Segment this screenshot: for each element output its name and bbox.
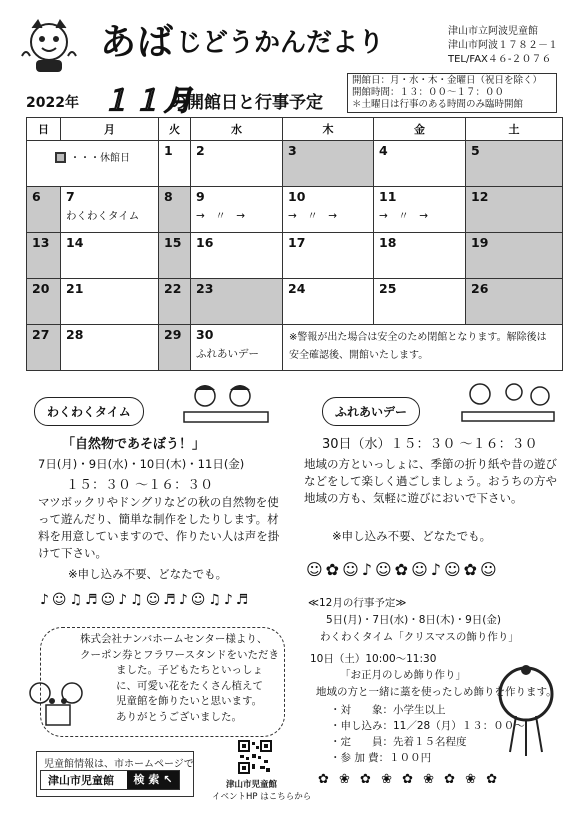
- day-number: 16: [196, 235, 214, 250]
- day-event: → 〃 →: [288, 210, 338, 222]
- day-number: 5: [471, 143, 480, 158]
- december-detail: ・参 加 費：１００円: [330, 752, 432, 764]
- newsletter-title-sub: じどうかんだより: [176, 28, 385, 58]
- calendar-day-cell: [61, 187, 159, 233]
- day-number: 21: [66, 281, 84, 296]
- phone-line: TEL/FAX４６-２０７６: [448, 54, 552, 65]
- calendar-day-cell: [61, 325, 159, 371]
- day-event: ふれあいデー: [196, 348, 259, 360]
- day-event: わくわくタイム: [66, 210, 140, 222]
- family-illustration: [458, 378, 558, 424]
- thanks-line: に、可愛い花をたくさん植えて: [116, 679, 263, 692]
- wakuwaku-note: ※申し込み不要、どなたでも。: [68, 567, 228, 581]
- day-number: 9: [196, 189, 205, 204]
- warning-note: ※警報が出た場合は安全のため閉館となります。解除後は安全確認後、開館いたします。: [283, 325, 563, 371]
- search-button[interactable]: [127, 771, 179, 789]
- newsletter-title-main: あば: [100, 22, 175, 63]
- calendar-day-cell: [283, 187, 374, 233]
- calendar-day-cell: [191, 279, 283, 325]
- thanks-line: 株式会社ナンバホームセンター様より、: [80, 633, 268, 645]
- calendar-day-cell: [27, 187, 61, 233]
- calendar-day-cell: [374, 233, 466, 279]
- december-event-2: 「お正月のしめ飾り作り」: [340, 669, 466, 681]
- day-number: 2: [196, 143, 205, 158]
- calendar-day-cell: [191, 233, 283, 279]
- calendar-day-cell: [191, 187, 283, 233]
- calendar-week-row: [27, 279, 563, 325]
- calendar-day-cell: [159, 325, 191, 371]
- day-number: 29: [164, 327, 182, 342]
- search-button-label: 検 索: [133, 773, 160, 786]
- fureai-label: ふれあいデー: [322, 397, 420, 426]
- day-number: 23: [196, 281, 214, 296]
- weekday-mon: 月: [61, 118, 159, 141]
- weekday-sun: 日: [27, 118, 61, 141]
- day-event: → 〃 →: [196, 210, 246, 222]
- day-number: 17: [288, 235, 306, 250]
- opening-hours: 開館時間：１３：００～１７：００: [352, 87, 505, 98]
- shimekazari-illustration: [486, 660, 566, 760]
- day-number: 11: [379, 189, 397, 204]
- thanks-line: ありがとうございました。: [116, 710, 242, 723]
- day-number: 26: [471, 281, 489, 296]
- day-number: 3: [288, 143, 297, 158]
- legend-cell: [27, 141, 159, 187]
- weekday-tue: 火: [159, 118, 191, 141]
- weekday-sat: 土: [466, 118, 563, 141]
- month-label: １１月: [102, 84, 196, 117]
- december-event-1: わくわくタイム「クリスマスの飾り作り」: [320, 631, 519, 643]
- year-label: 2022年: [26, 95, 79, 111]
- weekday-wed: 水: [191, 118, 283, 141]
- december-event-2-desc: 地域の方と一緒に藁を使ったしめ飾りを作ります。: [316, 686, 557, 698]
- mascot-illustration: [18, 16, 80, 76]
- saturday-note: ＊土曜日は行事のある時間のみ臨時開館: [352, 99, 524, 110]
- calendar-day-cell: [374, 187, 466, 233]
- calendar-week-row: [27, 141, 563, 187]
- calendar-week-row: [27, 325, 563, 371]
- day-number: 20: [32, 281, 50, 296]
- day-number: 13: [32, 235, 50, 250]
- fureai-body: 地域の方といっしょに、季節の折り紙や昔の遊びなどをして楽しく過ごしましょう。おうちの方や地域の方も、気軽に遊びにおいで下さい。: [304, 457, 557, 505]
- children-illustration: [180, 378, 272, 424]
- day-number: 24: [288, 281, 306, 296]
- day-number: 18: [379, 235, 397, 250]
- day-number: 10: [288, 189, 306, 204]
- calendar-day-cell: [374, 141, 466, 187]
- day-number: 22: [164, 281, 182, 296]
- day-number: 4: [379, 143, 388, 158]
- day-number: 1: [164, 143, 173, 158]
- cursor-icon: ↖: [163, 773, 173, 786]
- wakuwaku-label: わくわくタイム: [34, 397, 144, 426]
- calendar-day-cell: [27, 233, 61, 279]
- calendar-day-cell: [191, 325, 283, 371]
- december-detail: ・対 象：小学生以上: [330, 704, 446, 716]
- day-number: 6: [32, 189, 41, 204]
- wakuwaku-dates: 7日(月)・9日(水)・10日(木)・11日(金): [38, 457, 245, 471]
- calendar-day-cell: [283, 233, 374, 279]
- calendar-day-cell: [27, 325, 61, 371]
- thanks-line: ました。子どもたちといっしょ: [116, 664, 263, 676]
- schedule-heading: の開館日と行事予定: [170, 93, 323, 113]
- flower-kids-illustration: [22, 675, 96, 731]
- thanks-text: [80, 632, 280, 725]
- calendar-week-row: [27, 187, 563, 233]
- bottom-decoration: ✿ ❀ ✿ ❀ ✿ ❀ ✿ ❀ ✿: [318, 772, 501, 787]
- december-dates: 5日(月)・7日(水)・8日(木)・9日(金): [326, 614, 501, 626]
- calendar-day-cell: [466, 187, 563, 233]
- address-line-2: 津山市阿波１７８２－１: [448, 40, 558, 51]
- fureai-datetime: 30日（水）１５：３０ ～１６：３０: [322, 437, 538, 452]
- kids-row-decoration: ☺✿☺♪☺✿☺♪☺✿☺: [306, 560, 500, 579]
- day-number: 8: [164, 189, 173, 204]
- homepage-caption: 児童館情報は、市ホームページで: [44, 759, 194, 770]
- calendar-day-cell: [159, 141, 191, 187]
- calendar-day-cell: [283, 279, 374, 325]
- december-date-2: 10日（土）10:00～11:30: [310, 653, 437, 665]
- december-heading: ≪12月の行事予定≫: [308, 597, 407, 609]
- qr-caption-1: 津山市児童館: [226, 780, 278, 790]
- calendar-day-cell: [27, 279, 61, 325]
- calendar-day-cell: [159, 187, 191, 233]
- weekday-thu: 木: [283, 118, 374, 141]
- calendar-day-cell: [466, 279, 563, 325]
- calendar-day-cell: [61, 233, 159, 279]
- fureai-note: ※申し込み不要、どなたでも。: [332, 529, 492, 543]
- calendar-day-cell: [191, 141, 283, 187]
- qr-code-icon[interactable]: [238, 740, 272, 774]
- day-number: 19: [471, 235, 489, 250]
- calendar-day-cell: [61, 279, 159, 325]
- calendar-day-cell: [466, 141, 563, 187]
- opening-info-box: [347, 73, 557, 113]
- calendar-day-cell: [466, 233, 563, 279]
- calendar-day-cell: [159, 279, 191, 325]
- thanks-line: クーポン券とフラワースタンドをいただき: [80, 648, 279, 661]
- address-line-1: 津山市立阿波児童館: [448, 26, 538, 37]
- legend-label: ・・・休館日: [70, 153, 130, 164]
- day-number: 30: [196, 327, 214, 342]
- day-number: 12: [471, 189, 489, 204]
- day-number: 7: [66, 189, 75, 204]
- calendar-day-cell: [283, 141, 374, 187]
- calendar-day-cell: [374, 279, 466, 325]
- thanks-line: 児童館を飾りたいと思います。: [116, 695, 263, 707]
- wakuwaku-time: １５：３０ ～１６：３０: [66, 478, 214, 493]
- day-number: 14: [66, 235, 84, 250]
- day-number: 15: [164, 235, 182, 250]
- opening-days: 開館日：月・水・木・金曜日（祝日を除く）: [352, 75, 543, 86]
- weekday-header-row: [27, 118, 563, 141]
- wakuwaku-body: マツボックリやドングリなどの秋の自然物を使って遊んだり、簡単な制作をしたりします。材料を用意していますので、作りたい人は声を掛けて下さい。: [38, 495, 280, 560]
- calendar-day-cell: [159, 233, 191, 279]
- calendar-table: [26, 117, 563, 371]
- closed-day-legend-swatch: [55, 152, 66, 163]
- search-text: 津山市児童館: [48, 774, 114, 787]
- day-event: → 〃 →: [379, 210, 429, 222]
- december-detail: ・申し込み：11／28（月）１３：００～: [330, 720, 525, 732]
- qr-caption-2: イベントHP はこちらから: [212, 792, 312, 802]
- day-number: 27: [32, 327, 50, 342]
- day-number: 25: [379, 281, 397, 296]
- december-detail: ・定 員：先着１５名程度: [330, 736, 467, 748]
- weekday-fri: 金: [374, 118, 466, 141]
- music-notes-decoration: ♪☺♫♬☺♪♫☺♬♪☺♫♪♬: [40, 592, 252, 608]
- calendar-week-row: [27, 233, 563, 279]
- wakuwaku-headline: 「自然物であそぼう！」: [62, 437, 206, 452]
- day-number: 28: [66, 327, 84, 342]
